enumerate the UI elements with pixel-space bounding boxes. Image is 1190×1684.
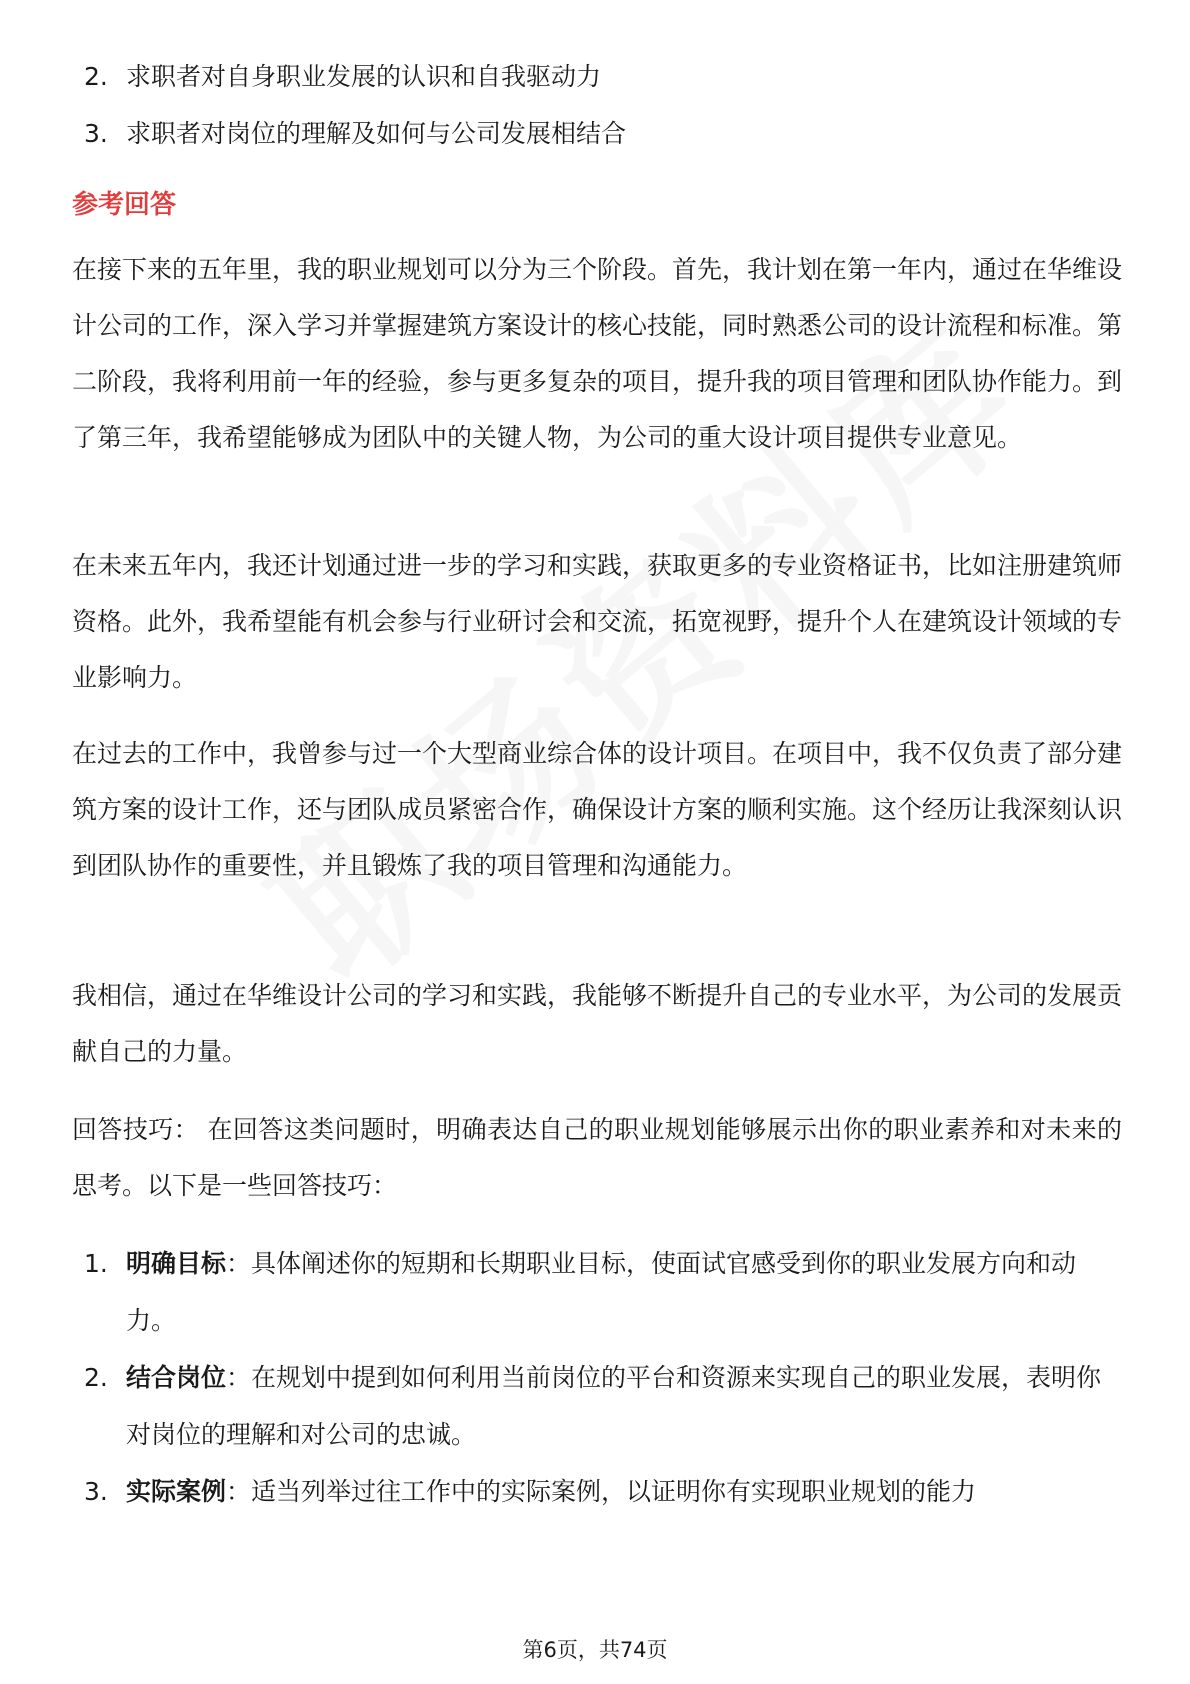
paragraph: 回答技巧： 在回答这类问题时，明确表达自己的职业规划能够展示出你的职业素养和对未来的思考。以下是一些回答技巧： (72, 1115, 1122, 1200)
paragraph: 在接下来的五年里，我的职业规划可以分为三个阶段。首先，我计划在第一年内，通过在华维设计公司的工作，深入学习并掌握建筑方案设计的核心技能，同时熟悉公司的设计流程和标准。第二阶段，我将利用前一年的经验，参与更多复杂的项目，提升我的项目管理和团队协作能力。到了第三年，我希望能够成为团队中的关键人物，为公司的重大设计项目提供专业意见。 (72, 255, 1123, 452)
list-item (84, 1235, 1124, 1349)
list-text: 求职者对自身职业发展的认识和自我驱动力 (126, 62, 602, 91)
list-number: 3. (84, 1477, 108, 1506)
section-heading: 参考回答 (72, 190, 177, 220)
list-text: 求职者对岗位的理解及如何与公司发展相结合 (126, 119, 627, 148)
paragraph: 在未来五年内，我还计划通过进一步的学习和实践，获取更多的专业资格证书，比如注册建筑师资格。此外，我希望能有机会参与行业研讨会和交流，拓宽视野，提升个人在建筑设计领域的专业影响力。 (72, 551, 1123, 692)
paragraph: 我相信，通过在华维设计公司的学习和实践，我能够不断提升自己的专业水平，为公司的发展贡献自己的力量。 (72, 981, 1123, 1066)
list-item (84, 1463, 1124, 1520)
list-text (126, 1349, 1124, 1463)
tips-list (84, 1235, 1124, 1520)
list-text (126, 1235, 1124, 1349)
paragraph: 在过去的工作中，我曾参与过一个大型商业综合体的设计项目。在项目中，我不仅负责了部分建筑方案的设计工作，还与团队成员紧密合作，确保设计方案的顺利实施。这个经历让我深刻认识到团队协作的重要性，并且锻炼了我的项目管理和沟通能力。 (72, 739, 1123, 880)
tip-title: 明确目标 (126, 1249, 227, 1278)
list-number: 1. (84, 1249, 108, 1278)
list-item (84, 105, 1124, 162)
tip-text: ：具体阐述你的短期和长期职业目标，使面试官感受到你的职业发展方向和动力。 (126, 1249, 1077, 1335)
tip-text: ：在规划中提到如何利用当前岗位的平台和资源来实现自己的职业发展，表明你对岗位的理解和对公司的忠诚。 (126, 1363, 1102, 1449)
list-number: 2. (84, 62, 108, 91)
list-item (84, 1349, 1124, 1463)
tip-title: 结合岗位 (126, 1363, 227, 1392)
list-number: 2. (84, 1363, 108, 1392)
top-list (84, 48, 1124, 162)
page-footer: 第6页，共74页 (522, 1638, 668, 1662)
tip-text: ：适当列举过往工作中的实际案例，以证明你有实现职业规划的能力 (226, 1477, 977, 1506)
tip-title: 实际案例 (126, 1477, 227, 1506)
list-number: 3. (84, 119, 108, 148)
list-text (126, 1463, 1124, 1520)
list-item (84, 48, 1124, 105)
